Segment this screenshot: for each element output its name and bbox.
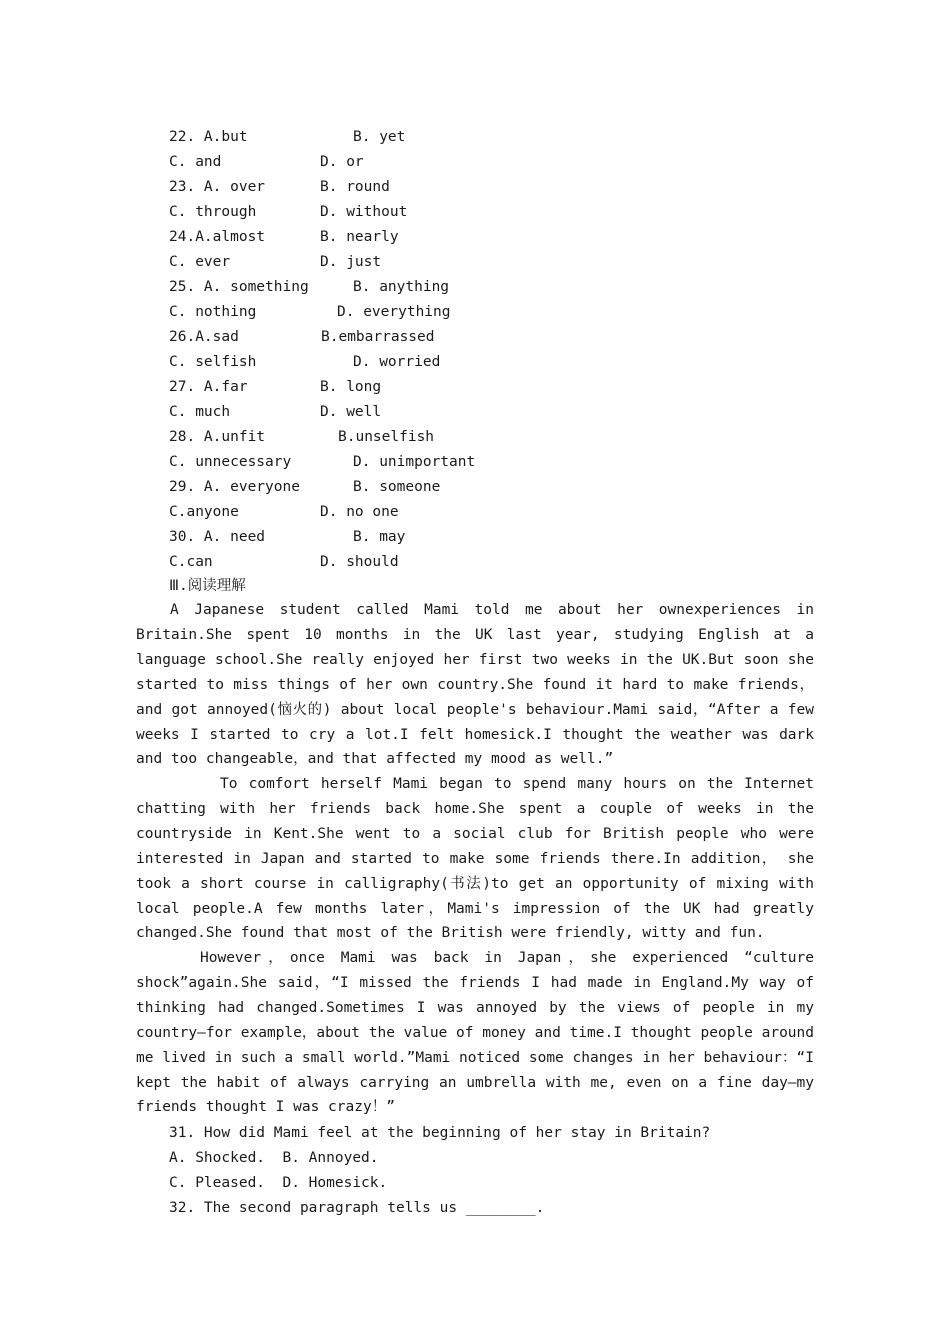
question-27-option-b: B. long [320,379,382,395]
question-27-option-d: D. well [320,404,382,420]
question-31-options-ab: A. Shocked. B. Annoyed. [169,1150,379,1166]
question-25-option-d: D. everything [337,304,451,320]
question-29-option-b: B. someone [353,479,441,495]
question-29-option-c: C.anyone [169,504,239,520]
question-25-option-b: B. anything [353,279,450,295]
question-31-options-cd: C. Pleased. D. Homesick. [169,1175,388,1191]
question-28-option-d: D. unimportant [353,454,476,470]
question-23-option-a: 23. A. over [169,179,266,195]
question-27-option-c: C. much [169,404,231,420]
question-24-option-d: D. just [320,254,382,270]
question-24-option-a: 24.A.almost [169,229,266,245]
question-26-option-b: B.embarrassed [321,329,435,345]
question-23-option-c: C. through [169,204,257,220]
question-24-option-c: C. ever [169,254,231,270]
question-22-option-c: C. and [169,154,222,170]
question-22-option-b: B. yet [353,129,406,145]
question-25-option-c: C. nothing [169,304,257,320]
question-30-option-a: 30. A. need [169,529,266,545]
question-22-option-a: 22. A.but [169,129,248,145]
question-23-option-b: B. round [320,179,390,195]
question-28-option-c: C. unnecessary [169,454,292,470]
question-27-option-a: 27. A.far [169,379,248,395]
question-32-stem: 32. The second paragraph tells us ________. [169,1200,545,1216]
question-28-option-b: B.unselfish [338,429,435,445]
question-29-option-d: D. no one [320,504,399,520]
question-26-option-c: C. selfish [169,354,257,370]
question-29-option-a: 29. A. everyone [169,479,300,495]
question-28-option-a: 28. A.unfit [169,429,266,445]
question-23-option-d: D. without [320,204,408,220]
question-26-option-a: 26.A.sad [169,329,239,345]
passage-paragraph-1: A Japanese student called Mami told me about her ownexperiences in Britain.She spent 10 months in the UK last year, studying English at a language school.She really enjoyed her first two weeks in the UK.But soon she started to miss things of her own country.She found it hard to make friends，and got annoyed(恼火的) about local people's behaviour.Mami said，“After a few weeks I started to cry a lot.I felt homesick.I thought the weather was dark and too changeable，and that affected my mood as well.” [136,602,814,768]
question-22-option-d: D. or [320,154,364,170]
question-30-option-c: C.can [169,554,213,570]
question-30-option-d: D. should [320,554,399,570]
question-26-option-d: D. worried [353,354,441,370]
question-25-option-a: 25. A. something [169,279,309,295]
passage-paragraph-2: To comfort herself Mami began to spend many hours on the Internet chatting with her friends back home.She spent a couple of weeks in the countryside in Kent.She went to a social club for British people who were interested in Japan and started to make some friends there.In addition， she took a short course in calligraphy(书法)to get an opportunity of mixing with local people.A few months later，Mami's impression of the UK had greatly changed.She found that most of the British were friendly, witty and fun. [136,776,814,942]
passage-paragraph-3: However，once Mami was back in Japan，she experienced “culture shock”again.She said，“I missed the friends I had made in England.My way of thinking had changed.Sometimes I was annoyed by the views of people in my country—for example，about the value of money and time.I thought people around me lived in such a small world.”Mami noticed some changes in her behaviour：“I kept the habit of always carrying an umbrella with me, even on a fine day—my friends thought I was crazy！” [136,950,814,1116]
section-title: Ⅲ.阅读理解 [169,578,246,594]
question-31-stem: 31. How did Mami feel at the beginning of her stay in Britain? [169,1125,711,1141]
question-24-option-b: B. nearly [320,229,399,245]
question-30-option-b: B. may [353,529,406,545]
